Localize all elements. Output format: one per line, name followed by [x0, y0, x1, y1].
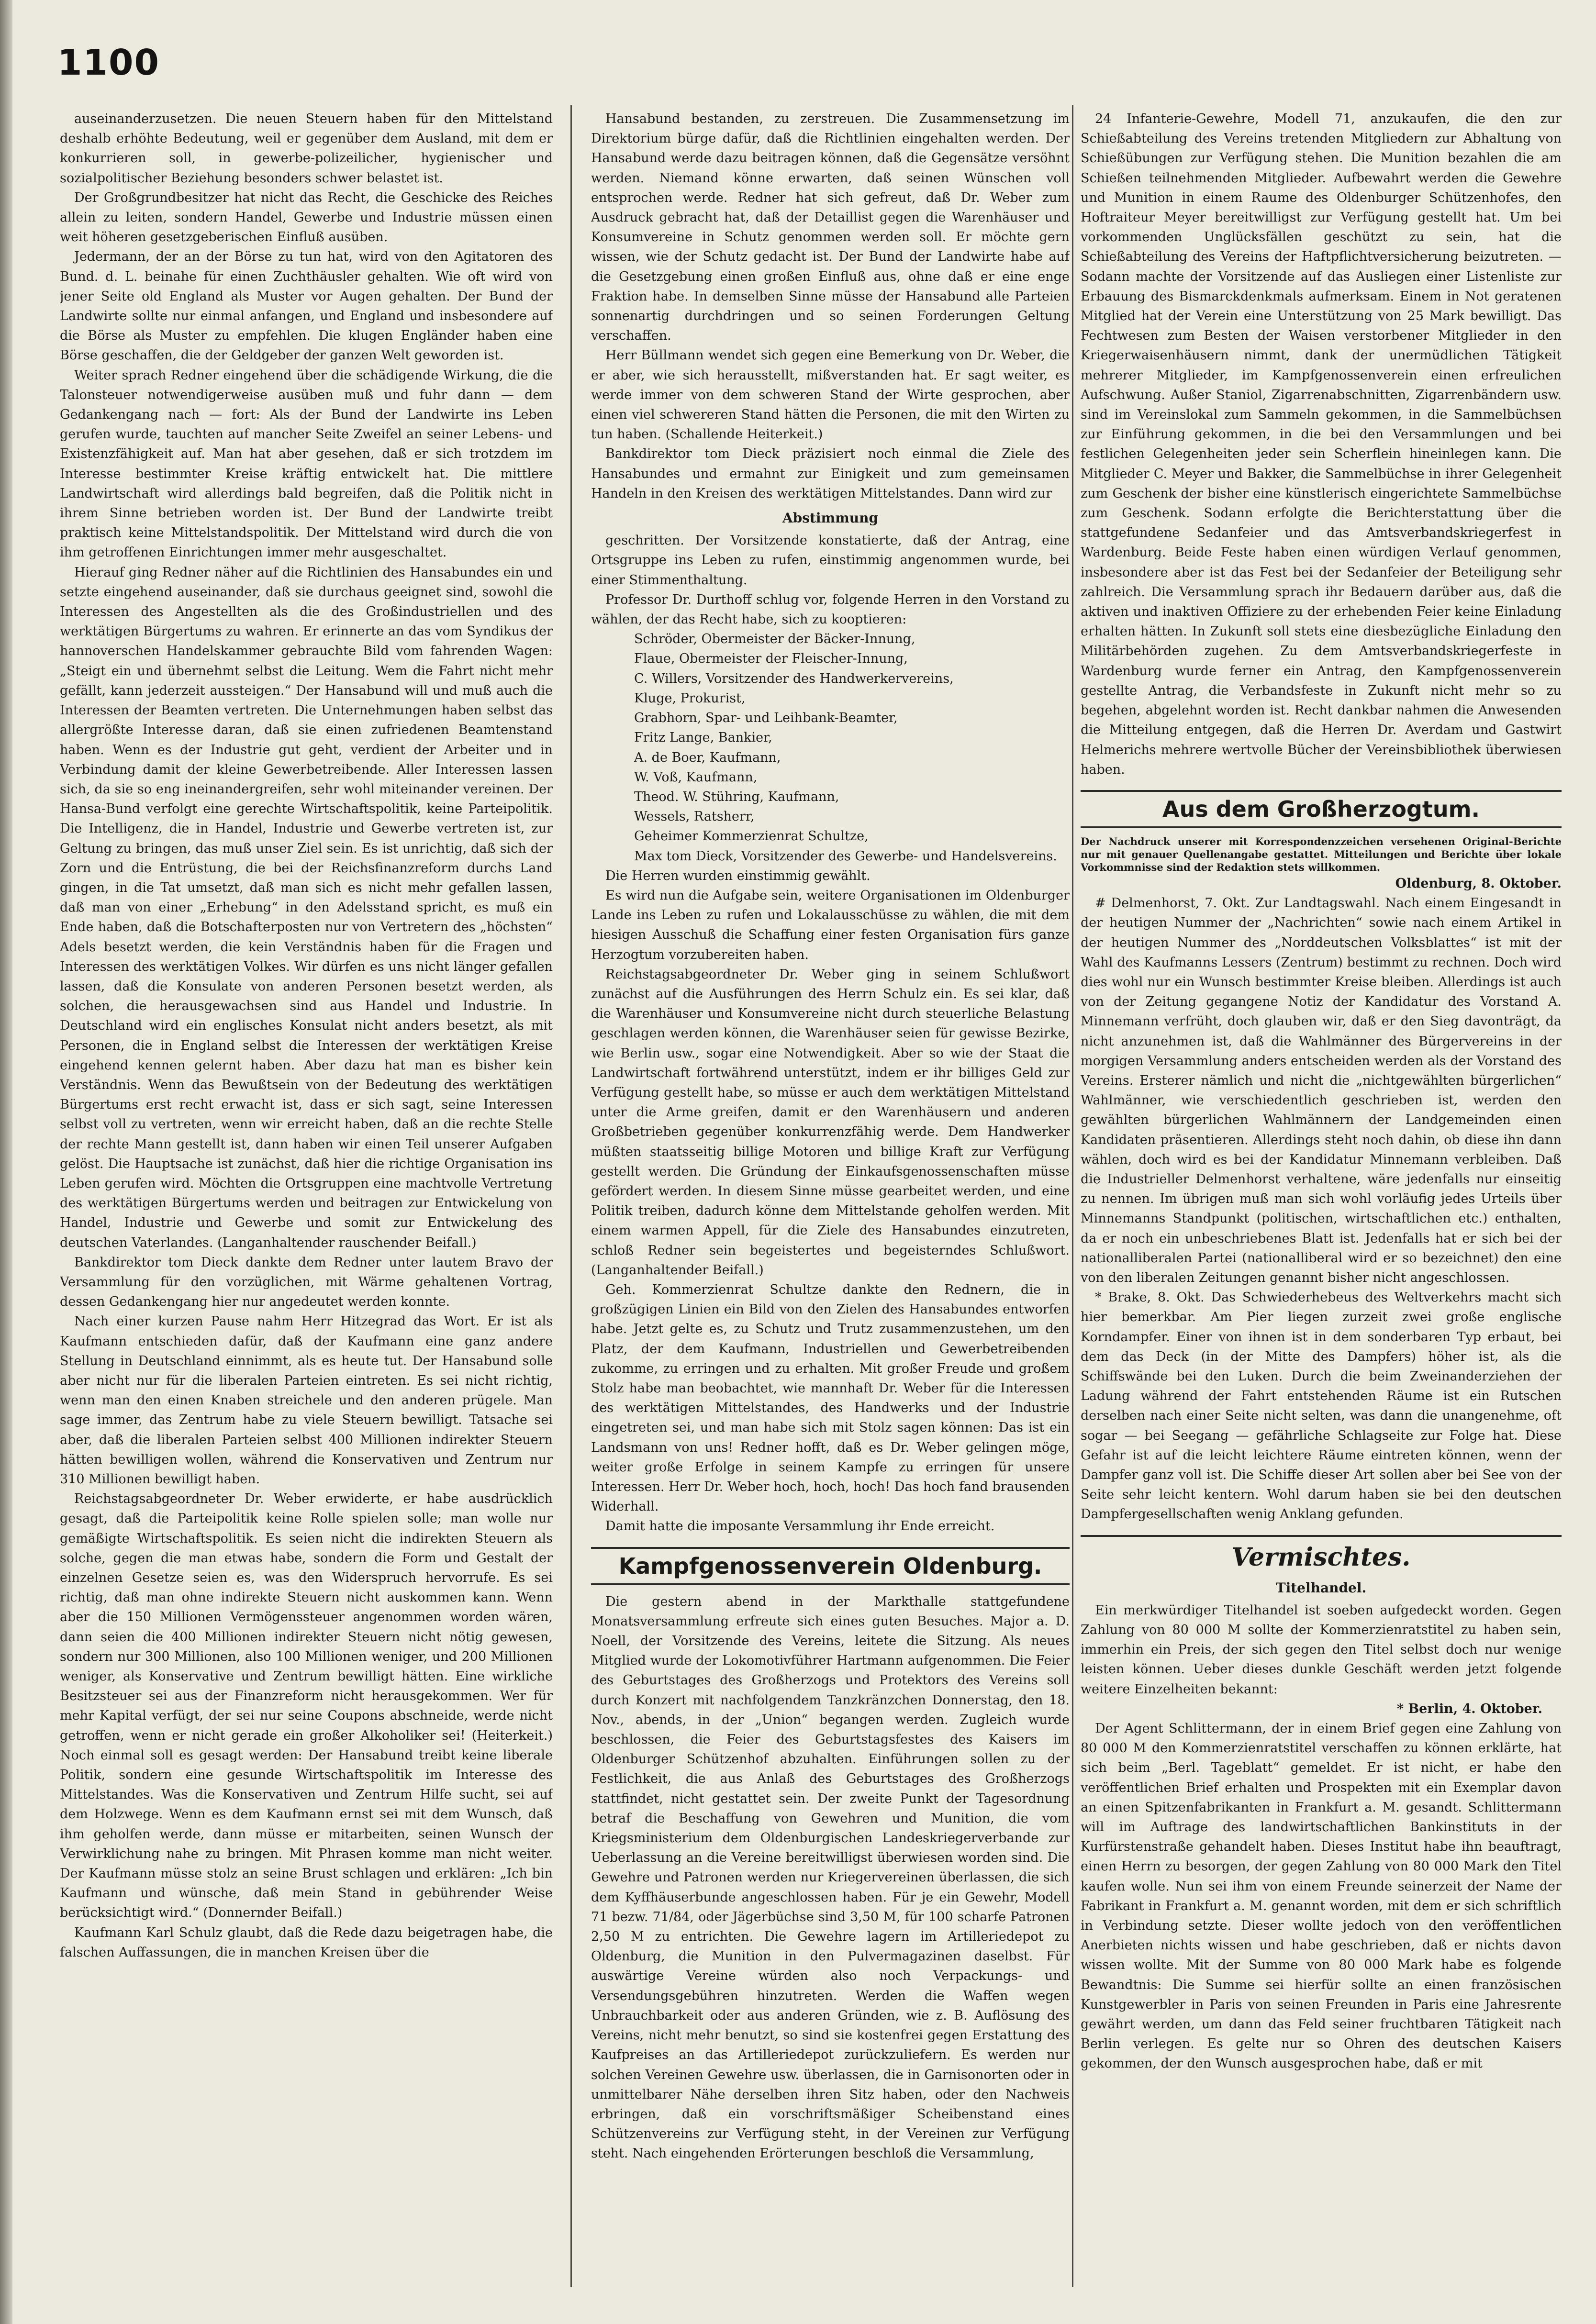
paragraph: Die gestern abend in der Markthalle stattgefundene Monatsversammlung erfreute sich eines guten Besuches. Major a. D. Noell, der Vorsitzende des Vereins, leitete die Sitzung. Als neues Mitglied wurde der Lokomotivführer Hartmann aufgenommen. Die Feier des Geburtstages des Großherzogs und Protektors des Vereins soll durch Konzert mit nachfolgendem Tanzkränzchen Donnerstag, den 18. Nov., abends, in der „Union“ begangen werden. Zugleich wurde beschlossen, die Feier des Geburtstagsfestes des Kaisers im Oldenburger Schützenhof abzuhalten. Einführungen sollen zu der Festlichkeit, die aus Anlaß des Geburtstages des Großherzogs stattfindet, nicht gestattet sein. Der zweite Punkt der Tagesordnung betraf die Beschaffung von Gewehren und Munition, die vom Kriegsministerium dem Oldenburgischen Landeskriegerverbande zur Ueberlassung an die Vereine bereitwilligst überwiesen worden sind. Die Gewehre und Patronen werden nur Kriegervereinen überlassen, die sich dem Kyffhäuserbunde angeschlossen haben. Für je ein Gewehr, Modell 71 bezw. 71/84, oder Jägerbüchse sind 3,50 M, für 100 scharfe Patronen 2,50 M zu entrichten. Die Gewehre lagern im Artilleriedepot zu Oldenburg, die Munition in den Pulvermagazinen daselbst. Für auswärtige Vereine würden also noch Verpackungs- und Versendungsgebühren hinzutreten. Werden die Waffen wegen Unbrauchbarkeit oder aus anderen Gründen, wie z. B. Auflösung des Vereins, nicht mehr benutzt, so sind sie kostenfrei gegen Erstattung des Kaufpreises an das Artilleriedepot zurückzuliefern. Es werden nur solchen Vereinen Gewehre usw. überlassen, die in Garnisonorten oder in unmittelbarer Nähe derselben ihren Sitz haben, oder den Nachweis erbringen, daß ein vorschriftsmäßiger Scheibenstand eines Schützenvereins zur Verfügung steht, in der Vereinen zur Verfügung steht. Nach eingehenden Erörterungen beschloß die Versammlung, [591, 1594, 1070, 2161]
column-right [1081, 109, 1562, 2301]
board-member: Max tom Dieck, Vorsitzender des Gewerbe- und Handelsvereins. [634, 848, 1057, 864]
article-heading: Titelhandel. [1275, 1579, 1367, 1596]
board-member: Kluge, Prokurist, [634, 690, 746, 706]
vote-heading: Abstimmung [782, 510, 879, 526]
dateline: Oldenburg, 8. Oktober. [1395, 876, 1562, 891]
paragraph: Die Herren wurden einstimmig gewählt. [605, 868, 871, 883]
paragraph: Reichstagsabgeordneter Dr. Weber erwiderte, er habe ausdrücklich gesagt, daß die Parteipolitik keine Rolle spielen solle; man wolle nur gemäßigte Wirtschaftspolitik. Es seien nicht die indirekten Steuern als solche, gegen die man etwas habe, sondern die Form und Gestalt der einzelnen Gesetze seien es, was den Widerspruch hervorrufe. Es sei richtig, daß man ohne indirekte Steuern nicht auskommen kann. Wenn aber die 150 Millionen Vermögenssteuer angenommen worden wären, dann seien die 400 Millionen indirekter Steuern nicht nötig gewesen, sondern nur 300 Millionen, also 100 Millionen weniger, und 200 Millionen weniger, als Konservative und Zentrum bewilligt hätten. Eine wirkliche Besitzsteuer sei aus der Finanzreform nicht herausgekommen. Wer für mehr Kapital verfügt, der sei nur seine Coupons abschneide, werde nicht getroffen, wenn er nicht gerade ein großer Alkoholiker sei! (Heiterkeit.) Noch einmal soll es gesagt werden: Der Hansabund treibt keine liberale Politik, sondern eine gesunde Wirtschaftspolitik im Interesse des Mittelstandes. Was die Konservativen und Zentrum Hilfe sucht, sei auf dem Holzwege. Wenn es dem Kaufmann ernst sei mit dem Wunsch, daß ihm geholfen werde, dann müsse er mitarbeiten, seinen Wunsch der Verwirklichung nahe zu bringen. Mit Phrasen komme man nicht weiter. Der Kaufmann müsse stolz an seine Brust schlagen und erklären: „Ich bin Kaufmann und wünsche, daß mein Stand in gebührender Weise berücksichtigt wird.“ (Donnernder Beifall.) [60, 1491, 553, 1921]
board-member: Flaue, Obermeister der Fleischer-Innung, [634, 651, 908, 667]
paragraph: Jedermann, der an der Börse zu tun hat, wird von den Agitatoren des Bund. d. L. beinahe für einen Zuchthäusler gehalten. Wie oft wird von jener Seite old England als Muster vor Augen gehalten. Der Bund der Landwirte sollte nur einmal anfangen, und England und insbesondere auf die Börse als Muster zu empfehlen. Die klugen Engländer haben eine Börse geschaffen, die der Geldgeber der ganzen Welt geworden ist. [60, 249, 553, 363]
paragraph: Reichstagsabgeordneter Dr. Weber ging in seinem Schlußwort zunächst auf die Ausführungen des Herrn Schulz ein. Es sei klar, daß die Warenhäuser und Konsumvereine nicht durch steuerliche Belastung geschlagen werden können, die Warenhäuser seien für gewisse Bezirke, wie Berlin usw., sogar eine Notwendigkeit. Aber so wie der Staat die Landwirtschaft fortwährend unterstützt, indem er ihr billiges Geld zur Verfügung gestellt habe, so müsse er auch dem werktätigen Mittelstand unter die Arme greifen, damit er den Warenhäusern und anderen Großbetrieben gegenüber konkurrenzfähig werde. Dem Handwerker müßten staatsseitig billige Motoren und billige Kraft zur Verfügung gestellt werden. Die Gründung der Einkaufsgenossenschaften müsse gefördert werden. In diesem Sinne müsse gearbeitet werden, und eine Politik treiben, dadurch könne dem Mittelstande geholfen werden. Mit einem warmen Appell, für die Ziele des Hansabundes einzutreten, schloß Redner sein begeistertes und begeisterndes Schlußwort. (Langanhaltender Beifall.) [591, 967, 1070, 1278]
section-title: Aus dem Großherzogtum. [1081, 790, 1562, 828]
paragraph: Hierauf ging Redner näher auf die Richtlinien des Hansabundes ein und setzte eingehend auseinander, daß sie durchaus geeignet sind, sowohl die Interessen des Angestellten als die des Großindustriellen und des werktätigen Bürgertums zu wahren. Er erinnerte an das vom Syndikus der hannoverschen Handelskammer gebrauchte Bild vom fahrenden Wagen: „Steigt ein und übernehmt selbst die Leitung. Wem die Fahrt nicht mehr gefällt, kann jederzeit aussteigen.“ Der Hansabund will und muß auch die Interessen der Beamten vertreten. Die Unternehmungen haben selbst das allergrößte Interesse daran, daß sie einen zufriedenen Beamtenstand haben. Wenn es der Industrie gut geht, verdient der Arbeiter und in Verbindung damit der kleine Gewerbetreibende. Aller Interessen lassen sich, da sie so eng ineinandergreifen, sehr wohl miteinander vereinen. Der Hansa-Bund verfolgt eine gerechte Wirtschaftspolitik, keine Parteipolitik. Die Intelligenz, die in Handel, Industrie und Gewerbe vertreten ist, zur Geltung zu bringen, das muß unser Ziel sein. Es ist unrichtig, daß sich der Zorn und die Entrüstung, die bei der Reichsfinanzreform durchs Land gingen, in die Tat umsetzt, daß man sich es nicht mehr gefallen lassen, daß man von einer „Erhebung“ in den Adelsstand spricht, es muß ein Ende haben, daß die Botschafterposten nur von Vertretern des „höchsten“ Adels besetzt werden, die kein Verständnis haben für die Fragen und Interessen des werktätigen Volkes. Wir dürfen es uns nicht länger gefallen lassen, daß die Konsulate von anderen Personen besetzt werden, als solchen, die herausgewachsen sind aus Handel und Industrie. In Deutschland wird ein englisches Konsulat nicht anders besetzt, als mit Personen, die in England selbst die Interessen der werktätigen Kreise eingehend kennen gelernt haben. Aber dazu hat man es bisher kein Verständnis. Wenn das Bewußtsein von der Bedeutung des werktätigen Bürgertums erst recht erwacht ist, dass er sich sagt, seine Interessen selbst voll zu vertreten, wenn wir erreicht haben, daß an die rechte Stelle der rechte Mann gestellt ist, dann haben wir einen Teil unserer Aufgaben gelöst. Die Hauptsache ist zunächst, daß hier die richtige Organisation ins Leben gerufen wird. Möchten die Ortsgruppen eine machtvolle Vertretung des werktätigen Bürgertums werden und beitragen zur Entwickelung von Handel, Industrie und Gewerbe und somit zur Entwickelung des deutschen Vaterlandes. (Langanhaltender rauschender Beifall.) [60, 565, 553, 1250]
paragraph: Nach einer kurzen Pause nahm Herr Hitzegrad das Wort. Er ist als Kaufmann entschieden dafür, daß der Kaufmann eine ganz andere Stellung in Deutschland einnimmt, als es heute tut. Der Hansabund solle aber nicht nur für die liberalen Parteien eintreten. Es sei nicht richtig, wenn man den einen Knaben streichele und den anderen prügele. Man sage immer, das Zentrum habe zu viele Steuern bewilligt. Tatsache sei aber, daß die liberalen Parteien selbst 400 Millionen indirekter Steuern hätten bewilligen wollen, während die Konservativen und Zentrum nur 310 Millionen bewilligt haben. [60, 1314, 553, 1487]
section-title: Vermischtes. [1081, 1535, 1562, 1573]
paragraph: auseinanderzusetzen. Die neuen Steuern haben für den Mittelstand deshalb erhöhte Bedeutung, weil er gegenüber dem Ausland, mit dem er konkurrieren soll, in gewerbe-polizeilicher, hygienischer und sozialpolitischer Beziehung besonders schwer belastet ist. [60, 111, 553, 186]
page-edge [0, 0, 12, 2324]
paragraph: geschritten. Der Vorsitzende konstatierte, daß der Antrag, eine Ortsgruppe ins Leben zu rufen, einstimmig angenommen wurde, bei einer Stimmenthaltung. [591, 533, 1070, 588]
board-member: Fritz Lange, Bankier, [634, 730, 772, 745]
paragraph: Weiter sprach Redner eingehend über die schädigende Wirkung, die die Talonsteuer notwendigerweise ausüben muß und fuhr dann — dem Gedankengang nach — fort: Als der Bund der Landwirte ins Leben gerufen wurde, tauchten auf mancher Seite Zweifel an seiner Lebens- und Existenzfähigkeit auf. Man hat aber gesehen, daß er sich trotzdem im Interesse bestimmter Kreise kräftig entwickelt hat. Die mittlere Landwirtschaft wird allerdings bald begreifen, daß die Politik nicht in ihrem Sinne betrieben worden ist. Der Bund der Landwirte treibt praktisch keine Mittelstandspolitik. Der Mittelstand wird durch die von ihm getroffenen Einrichtungen immer mehr ausgeschaltet. [60, 367, 553, 560]
paragraph: Bankdirektor tom Dieck präzisiert noch einmal die Ziele des Hansabundes und ermahnt zur Einigkeit und zum gemeinsamen Handeln in den Kreisen des werktätigen Mittelstandes. Dann wird zur [591, 446, 1070, 501]
paragraph: Geh. Kommerzienrat Schultze dankte den Rednern, die in großzügigen Linien ein Bild von den Zielen des Hansabundes entworfen habe. Jetzt gelte es, zu Schutz und Trutz zusammenzustehen, um den Platz, der dem Kaufmann, Industriellen und Gewerbetreibenden zukomme, zu erringen und zu erhalten. Mit großer Freude und großem Stolz habe man beobachtet, wie mannhaft Dr. Weber für die Interessen des werktätigen Mittelstandes, des Handwerks und der Industrie eingetreten sei, und man habe sich mit Stolz sagen können: Das ist ein Landsmann von uns! Redner hofft, daß es Dr. Weber gelingen möge, weiter große Erfolge in seinem Kampfe zu erringen für unsere Interessen. Herr Dr. Weber hoch, hoch, hoch! Das hoch fand brausenden Widerhall. [591, 1282, 1070, 1514]
board-member: W. Voß, Kaufmann, [634, 769, 758, 785]
paragraph: Professor Dr. Durthoff schlug vor, folgende Herren in den Vorstand zu wählen, der das Recht habe, sich zu kooptieren: [591, 592, 1070, 627]
board-member: Schröder, Obermeister der Bäcker-Innung, [634, 632, 915, 647]
paragraph: Es wird nun die Aufgabe sein, weitere Organisationen im Oldenburger Lande ins Leben zu rufen und Lokalausschüsse zu wählen, die mit dem hiesigen Ausschuß die Schaffung einer festen Organisation fürs ganze Herzogtum vorzubereiten haben. [591, 888, 1070, 962]
paragraph: Der Agent Schlittermann, der in einem Brief gegen eine Zahlung von 80 000 M den Kommerzienratstitel verschaffen zu können erklärte, hat sich beim „Berl. Tageblatt“ gemeldet. Er ist nicht, er habe den veröffentlichen Brief erhalten und Prospekten mit ein Exemplar davon an einen Spitzenfabrikanten in Frankfurt a. M. gesandt. Schlittermann will im Auftrage des landwirtschaftlichen Bankinstituts in der Kurfürstenstraße gehandelt haben. Dieses Institut habe ihn beauftragt, einen Herrn zu besorgen, der gegen Zahlung von 80 000 Mark den Titel kaufen wolle. Nun sei ihm von einem Freunde seinerzeit der Name der Fabrikant in Frankfurt a. M. genannt worden, mit dem er sich schriftlich in Verbindung setzte. Dieser wollte jedoch von den veröffentlichen Anerbieten nichts wissen und habe geschrieben, daß er nichts davon wissen wollte. Mit der Summe von 80 000 Mark habe es folgende Bewandtnis: Die Summe sei hierfür sollte an einen französischen Kunstgewerbler in Paris von seinen Freunden in Paris eine Jahresrente gewährt werden, um dann das Feld seiner fruchtbaren Tätigkeit nach Berlin verlegen. Es gelte nur so Ohren des deutschen Kaisers gekommen, der den Wunsch ausgesprochen habe, daß er mit [1081, 1721, 1562, 2071]
reprint-notice: Der Nachdruck unserer mit Korrespondenzzeichen versehenen Original-Berichte nur mit genauer Quellenangabe gestattet. Mitteilungen und Berichte über lokale Vorkommnisse sind der Redaktion stets willkommen. [1081, 835, 1562, 873]
column-middle [591, 109, 1070, 2301]
paragraph: Hansabund bestanden, zu zerstreuen. Die Zusammensetzung im Direktorium bürge dafür, daß die Richtlinien eingehalten werden. Der Hansabund werde dazu beitragen können, daß die Gegensätze versöhnt werden. Niemand könne erwarten, daß seinen Wünschen voll entsprochen werde. Redner hat sich gefreut, daß Dr. Weber zum Ausdruck gebracht hat, daß der Detaillist gegen die Warenhäuser und Konsumvereine in Schutz genommen werden soll. Er möchte gern wissen, wie der Schutz gedacht ist. Der Bund der Landwirte habe auf die Gesetzgebung einen großen Einfluß aus, ohne daß er eine enge Fraktion habe. In demselben Sinne müsse der Hansabund alle Parteien sonnenartig durchdringen und so seinen Forderungen Geltung verschaffen. [591, 111, 1070, 344]
page-number: 1100 [57, 42, 160, 83]
board-member: Theod. W. Stühring, Kaufmann, [634, 789, 839, 804]
paragraph: Bankdirektor tom Dieck dankte dem Redner unter lautem Bravo der Versammlung für den vorzüglichen, mit Wärme gehaltenen Vortrag, dessen Gedankengang hier nur angedeutet werden konnte. [60, 1255, 553, 1310]
board-member: Geheimer Kommerzienrat Schultze, [634, 829, 869, 844]
dateline: * Berlin, 4. Oktober. [1396, 1701, 1542, 1716]
paragraph: Herr Büllmann wendet sich gegen eine Bemerkung von Dr. Weber, die er aber, wie sich herausstellt, mißverstanden hat. Er sagt weiter, es werde immer von dem schweren Stand der Wirte gesprochen, aber einen viel schwereren Stand hätten die Personen, die mit den Wirten zu tun haben. (Schallende Heiterkeit.) [591, 348, 1070, 442]
paragraph: Ein merkwürdiger Titelhandel ist soeben aufgedeckt worden. Gegen Zahlung von 80 000 M sollte der Kommerzienratstitel zu haben sein, immerhin ein Preis, der sich gegen den Titel selbst doch nur wenige leisten können. Ueber dieses dunkle Geschäft werden jetzt folgende weitere Einzelheiten bekannt: [1081, 1602, 1562, 1697]
column-left [60, 109, 553, 2301]
column-rule [570, 105, 572, 2287]
paragraph: # Delmenhorst, 7. Okt. Zur Landtagswahl. Nach einem Eingesandt in der heutigen Nummer der „Nachrichten“ sowie nach einem Artikel in der heutigen Nummer des „Norddeutschen Volksblattes“ ist mit der Wahl des Kaufmanns Lessers (Zentrum) bestimmt zu rechnen. Doch wird dies wohl nur ein Wunsch bestimmter Kreise bleiben. Allerdings ist auch von der Zeitung gegangene Notiz der Kandidatur des Vorstand A. Minnemann verfrüht, doch glauben wir, daß er den Sieg davonträgt, da nicht anzunehmen ist, daß die Wahlmänner des Bürgervereins in der morgigen Versammlung anders entscheiden werden als der Vorstand des Vereins. Ersterer nämlich und nicht die „nichtgewählten bürgerlichen“ Wahlmänner, wie verschiedentlich geschrieben ist, werden den gewählten bürgerlichen Wahlmännern der Landgemeinden einen Kandidaten präsentieren. Allerdings steht noch dahin, ob diese ihn dann wählen, doch wird es bei der Kandidatur Minnemann verbleiben. Daß die Industrieller Delmenhorst verhaltene, wäre jedenfalls nur einseitig zu nennen. Im übrigen muß man sich wohl vorläufig jedes Urteils über Minnemanns Standpunkt (politischen, wirtschaftlichen etc.) enthalten, da er noch ein unbeschriebenes Blatt ist. Jedenfalls hat er sich bei der nationalliberalen Partei (nationalliberal wird er so bezeichnet) den eine von den liberalen Zeitungen genannt bisher nicht angeschlossen. [1081, 896, 1562, 1285]
board-member: C. Willers, Vorsitzender des Handwerkervereins, [634, 671, 954, 686]
paragraph: Kaufmann Karl Schulz glaubt, daß die Rede dazu beigetragen habe, die falschen Auffassungen, die in manchen Kreisen über die [60, 1925, 553, 1960]
paragraph: 24 Infanterie-Gewehre, Modell 71, anzukaufen, die den zur Schießabteilung des Vereins tretenden Mitgliedern zur Abhaltung von Schießübungen zur Verfügung stehen. Die Munition bezahlen die am Schießen teilnehmenden Mitglieder. Aufbewahrt werden die Gewehre und Munition in einem Raume des Oldenburger Schützenhofes, den Hoftraiteur Meyer bereitwilligst zur Verfügung gestellt hat. Um bei vorkommenden Unglücksfällen geschützt zu sein, hat die Schießabteilung des Vereins der Haftpflichtversicherung beizutreten. — Sodann machte der Vorsitzende auf das Ausliegen einer Listenliste zur Erbauung des Bismarckdenkmals aufmerksam. Einem in Not geratenen Mitglied hat der Verein eine Unterstützung von 25 Mark bewilligt. Das Fechtwesen zum Besten der Waisen verstorbener Mitglieder in den Kriegerwaisenhäusern nimmt, dank der unermüdlichen Tätigkeit mehrerer Mitglieder, im Kampfgenossenverein einen erfreulichen Aufschwung. Außer Staniol, Zigarrenabschnitten, Zigarrenbändern usw. sind im Vereinslokal zum Sammeln gekommen, in die Sammelbüchsen zur Einführung gekommen, in die bei den Versammlungen und bei festlichen Gelegenheiten jeder sein Scherflein hineinlegen kann. Die Mitglieder C. Meyer und Bakker, die Sammelbüchse in ihrer Gelegenheit zum Geschenk der bisher eine künstlerisch eingerichtete Sammelbüchse zum Geschenk. Sodann erfolgte die Berichterstattung über die stattgefundene Sedanfeier und das Amtsverbandskriegerfest in Wardenburg. Beide Feste haben einen würdigen Verlauf genommen, insbesondere aber ist das Fest bei der Sedanfeier der Beteiligung sehr zahlreich. Die Versammlung sprach ihr Bedauern darüber aus, daß die aktiven und inaktiven Offiziere zu der erhebenden Feier keine Einladung erhalten hätten. In Zukunft soll stets eine diesbezügliche Einladung den Militärbehörden zugehen. Zu dem Amtsverbandskriegerfeste in Wardenburg wurde ferner ein Antrag, den Kampfgenossenverein gestellte Antrag, die Verbandsfeste in Zukunft nicht mehr so zu begehen, abgelehnt worden ist. Recht dankbar nahmen die Anwesenden die Mitteilung entgegen, daß die Herren Dr. Averdam und Gastwirt Helmerichs mehrere wertvolle Bücher der Vereinsbibliothek überwiesen haben. [1081, 111, 1562, 777]
board-member: Wessels, Ratsherr, [634, 809, 755, 824]
paragraph: * Brake, 8. Okt. Das Schwiederhebeus des Weltverkehrs macht sich hier bemerkbar. Am Pier liegen zurzeit zwei große englische Korndampfer. Einer von ihnen ist in dem sonderbaren Typ erbaut, bei dem das Deck (in der Mitte des Dampfers) höher ist, als die Schiffswände bei den Luken. Durch die beim Zweinanderziehen der Ladung während der Fahrt entstehenden Räume ist ein Rutschen derselben nach einer Seite nicht selten, was dann die unangenehme, oft sogar — bei Seegang — gefährliche Schlagseite zur Folge hat. Diese Gefahr ist auf die leicht leichtere Räume eintreten können, wenn der Dampfer ganz voll ist. Die Schiffe dieser Art sollen aber bei See von der Seite sehr leicht kentern. Wohl darum haben sie bei den deutschen Dampfergesellschaften wenig Anklang gefunden. [1081, 1290, 1562, 1522]
section-title: Kampfgenossenverein Oldenburg. [591, 1547, 1070, 1585]
board-member: A. de Boer, Kaufmann, [634, 750, 781, 765]
column-rule [1072, 105, 1073, 2287]
board-member: Grabhorn, Spar- und Leihbank-Beamter, [634, 711, 898, 726]
paragraph: Damit hatte die imposante Versammlung ihr Ende erreicht. [605, 1519, 995, 1534]
paragraph: Der Großgrundbesitzer hat nicht das Recht, die Geschicke des Reiches allein zu leiten, sondern Handel, Gewerbe und Industrie müssen einen weit höheren gesetzgeberischen Einfluß ausüben. [60, 190, 553, 245]
